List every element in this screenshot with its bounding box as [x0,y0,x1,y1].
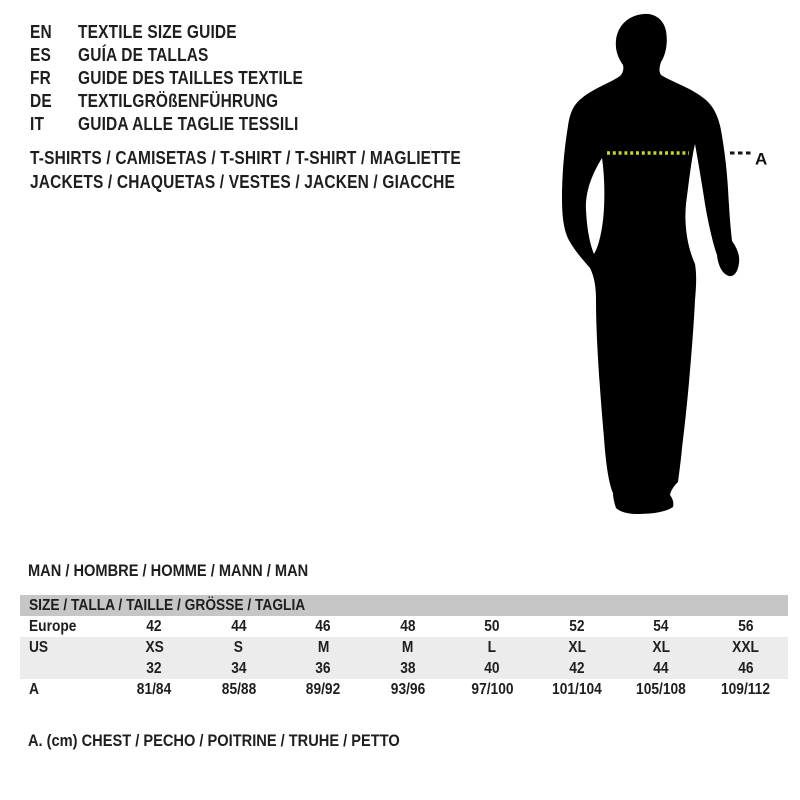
cell-value: XS [145,638,164,656]
title-row-es [30,44,340,67]
cell-value: 44 [231,617,247,635]
size-table-header [20,595,788,616]
cell-value: 42 [146,617,162,635]
cell-value: 44 [653,659,669,677]
size-table-header-text: SIZE / TALLA / TAILLE / GRÖSSE / TAGLIA [29,596,306,614]
table-row-us [20,637,788,658]
cell-value: 97/100 [471,680,514,698]
title-text-de: TEXTILGRÖßENFÜHRUNG [78,91,279,111]
table-row-europe [20,616,788,637]
man-silhouette [562,14,739,514]
cell-value: 50 [484,617,500,635]
category-block [30,146,531,194]
title-row-fr [30,67,340,90]
cell-value: 101/104 [551,680,602,698]
measurement-footnote [28,731,460,751]
cell-value: 54 [653,617,669,635]
cell-value: XL [567,638,586,656]
cell-value: 36 [315,659,331,677]
cell-value: 46 [738,659,754,677]
title-text-es: GUÍA DE TALLAS [78,45,209,65]
cell-value: 56 [738,617,754,635]
cell-value: M [317,638,329,656]
lang-code-fr: FR [30,68,51,88]
title-text-en: TEXTILE SIZE GUIDE [78,22,237,42]
language-title-block [30,21,340,136]
cell-value: S [234,638,244,656]
cell-value: 42 [569,659,585,677]
cell-value: M [402,638,414,656]
title-row-de [30,90,340,113]
title-text-fr: GUIDE DES TAILLES TEXTILE [78,68,304,88]
category-line-tshirts: T-SHIRTS / CAMISETAS / T-SHIRT / T-SHIRT / MAGLIETTE [30,147,461,168]
cell-value: 89/92 [306,680,341,698]
cell-value: XL [652,638,671,656]
title-text-it: GUIDA ALLE TAGLIE TESSILI [78,114,299,134]
cell-value: 81/84 [137,680,172,698]
lang-code-en: EN [30,22,52,42]
man-silhouette-figure [556,8,771,520]
row-label: A [29,680,39,698]
table-row-numeric [20,658,788,679]
measure-label-a: A [755,149,768,169]
cell-value: 40 [484,659,500,677]
section-title-man [28,561,354,581]
row-label: Europe [29,617,77,635]
size-table [20,595,788,700]
row-label: US [29,638,49,656]
lang-code-es: ES [30,45,52,65]
title-row-en [30,21,340,44]
category-line-jackets: JACKETS / CHAQUETAS / VESTES / JACKEN / GIACCHE [30,171,455,192]
cell-value: 38 [400,659,416,677]
cell-value: 52 [569,617,585,635]
cell-value: 48 [400,617,416,635]
section-title-text: MAN / HOMBRE / HOMME / MANN / MAN [28,561,309,580]
cell-value: L [488,638,497,656]
cell-value: 32 [146,659,162,677]
cell-value: 34 [231,659,247,677]
cell-value: 85/88 [221,680,256,698]
cell-value: 93/96 [390,680,425,698]
table-row-chest-a [20,679,788,700]
measurement-footnote-text: A. (cm) CHEST / PECHO / POITRINE / TRUHE / PETTO [28,731,400,750]
cell-value: 46 [315,617,331,635]
lang-code-de: DE [30,91,52,111]
cell-value: 109/112 [721,680,771,698]
title-row-it [30,113,340,136]
lang-code-it: IT [30,114,45,134]
cell-value: XXL [732,638,760,656]
cell-value: 105/108 [636,680,687,698]
